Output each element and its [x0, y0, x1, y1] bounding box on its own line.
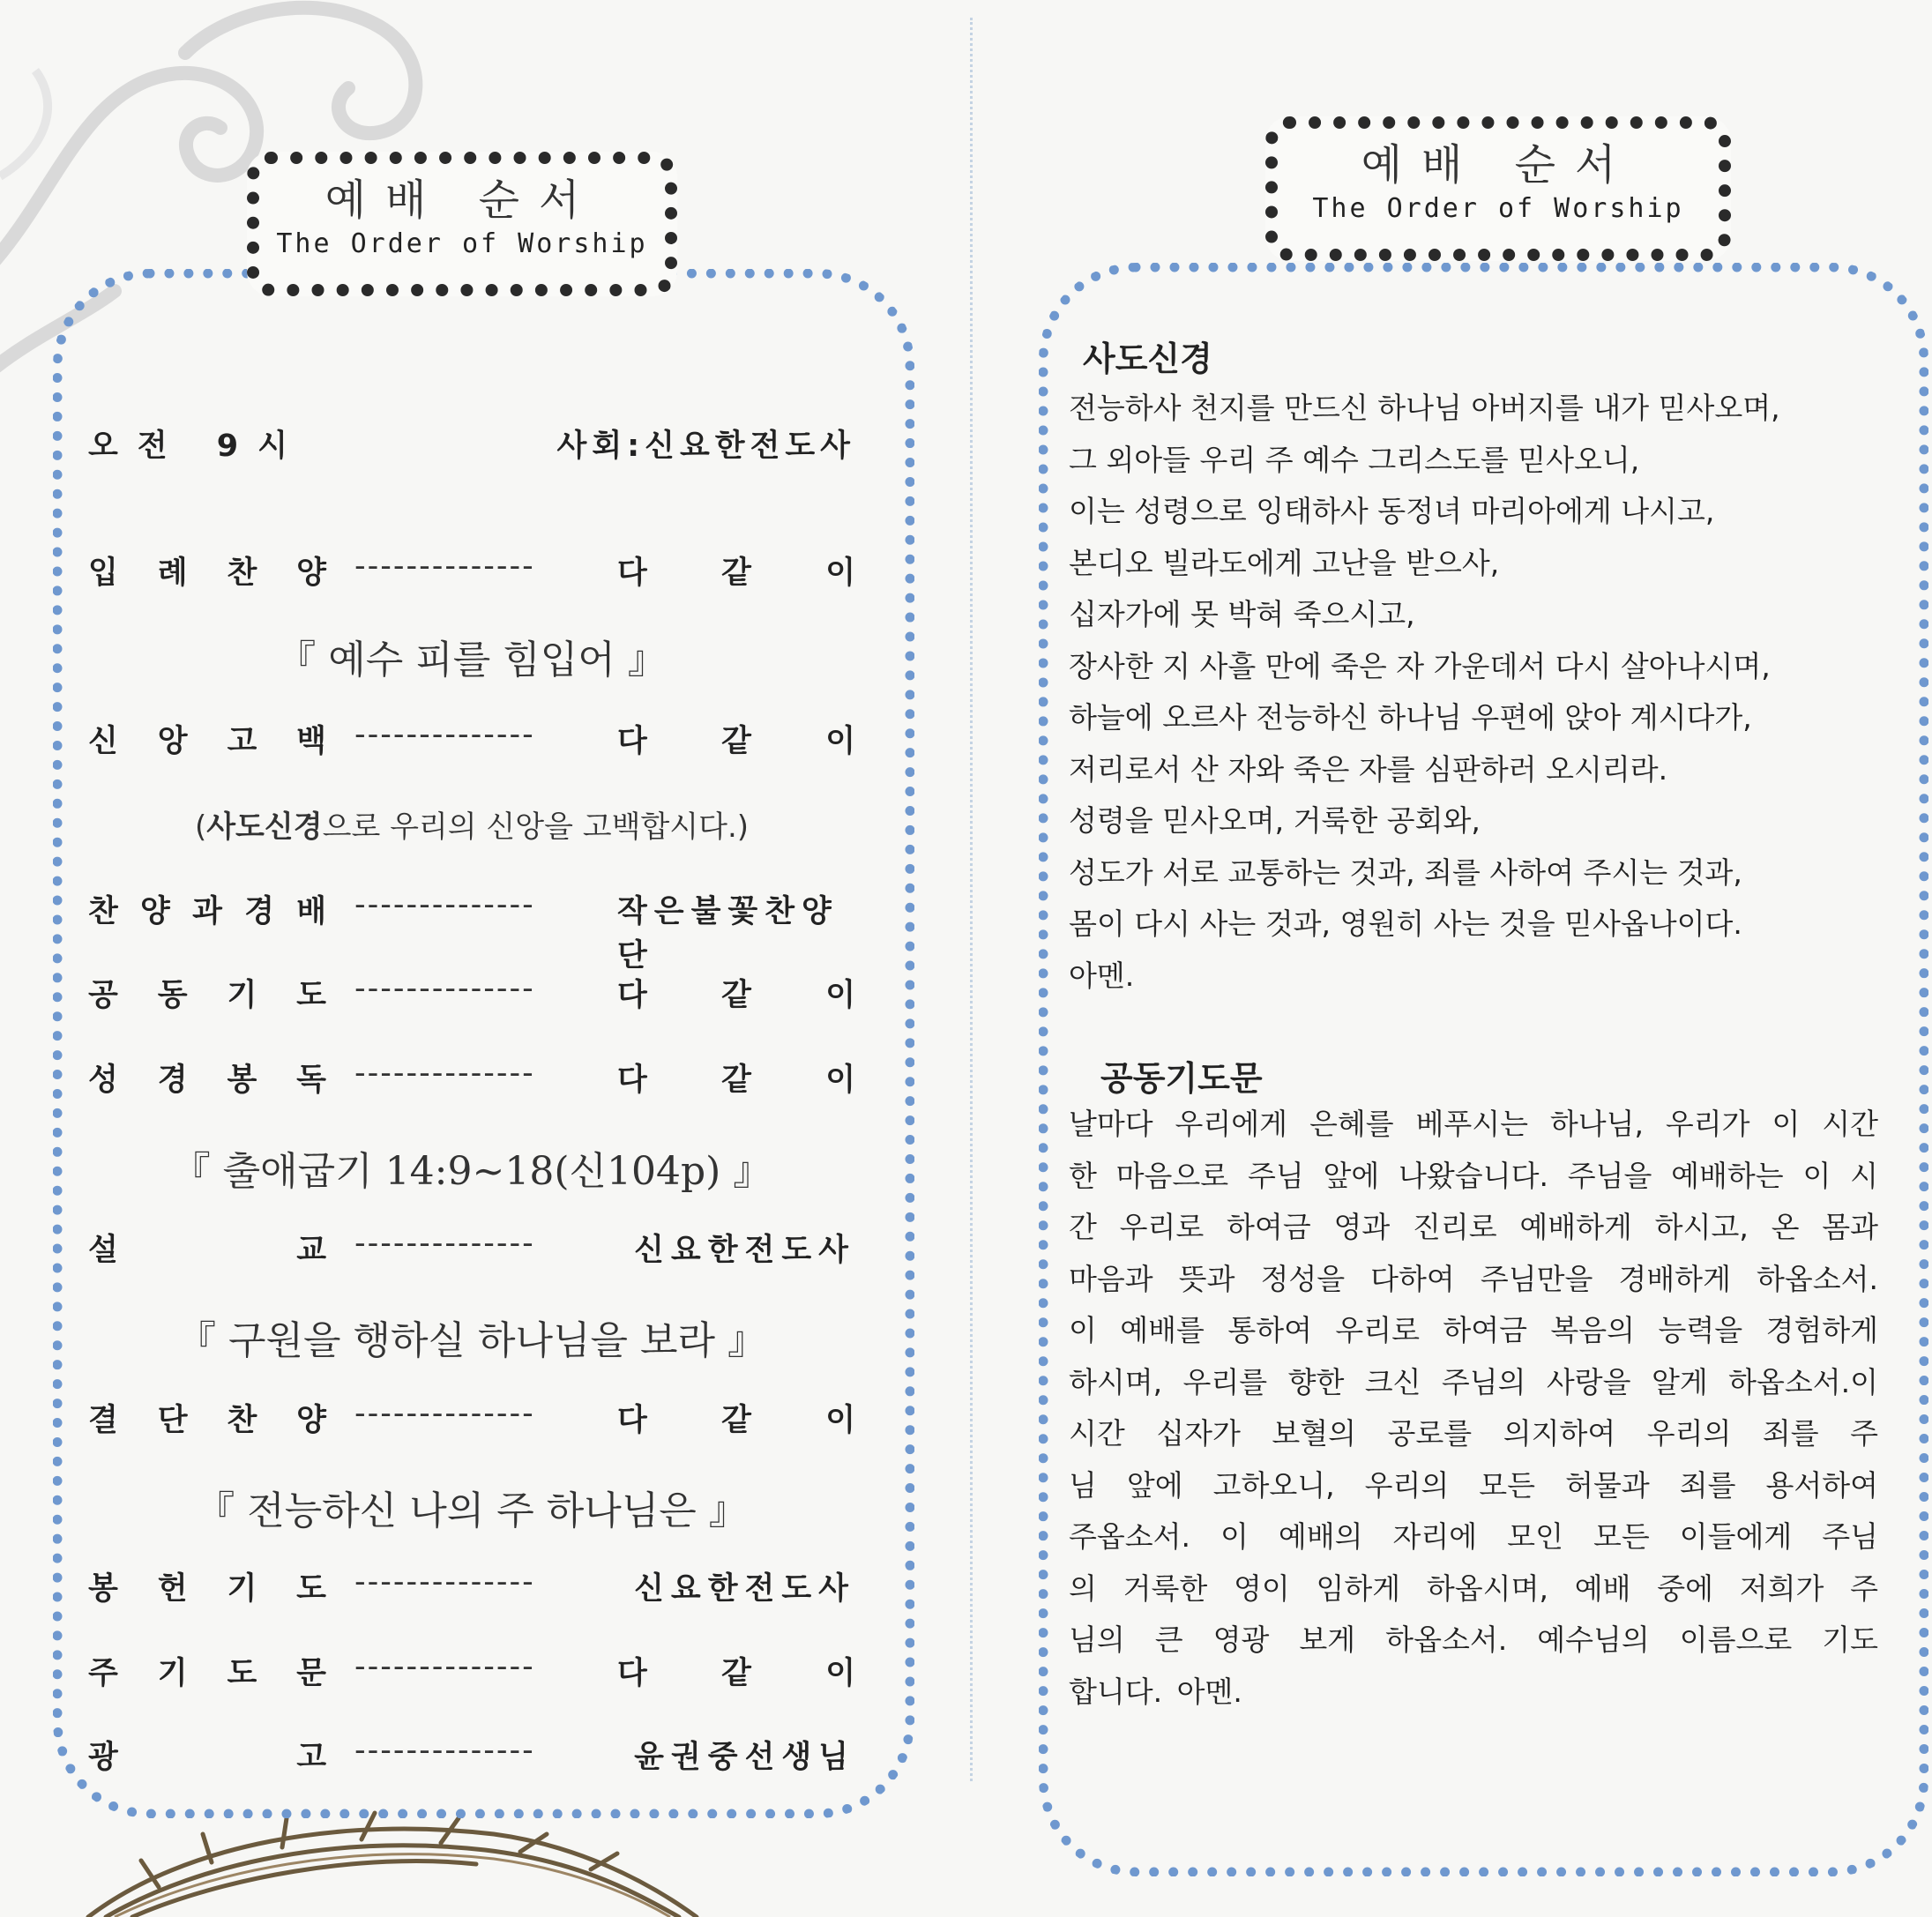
- item-label: 성 경 봉 독: [88, 1063, 326, 1098]
- item-value: 신요한전도사: [634, 1571, 855, 1607]
- creed-note-rest: 으로 우리의 신앙을 고백합시다.): [322, 809, 750, 845]
- text-line: 전능하사 천지를 만드신 하나님 아버지를 내가 믿사오며,: [1069, 391, 1780, 425]
- order-item: [88, 1055, 855, 1100]
- title-english: The Order of Worship: [276, 228, 648, 259]
- right-title-box: [1265, 116, 1731, 261]
- text-line: 본디오 빌라도에게 고난을 받으사,: [1069, 545, 1500, 580]
- item-leader: --------------: [354, 1649, 535, 1684]
- text-line: 님의 큰 영광 보게 하옵소서. 예수님의 이름으로 기도: [1069, 1622, 1878, 1657]
- text-line: 한 마음으로 주님 앞에 나왔습니다. 주님을 예배하는 이 시: [1069, 1158, 1878, 1193]
- item-value: 신요한전도사: [634, 1233, 855, 1268]
- creed-heading: 사도신경: [1083, 339, 1212, 378]
- text-line: 주옵소서. 이 예배의 자리에 모인 모든 이들에게 주님: [1069, 1519, 1878, 1554]
- item-value: 다 같 이: [617, 978, 855, 1013]
- item-leader: --------------: [354, 1396, 535, 1431]
- order-item: [88, 887, 855, 973]
- text-line: 시간 십자가 보혈의 공로를 의지하여 우리의 죄를 주: [1069, 1416, 1878, 1451]
- order-item: [88, 1564, 855, 1608]
- prayer-heading: 공동기도문: [1100, 1059, 1263, 1098]
- common-prayer-text: [1069, 1099, 1878, 1718]
- service-host: 사회:신요한전도사: [556, 429, 855, 464]
- text-line: 간 우리로 하여금 영과 진리로 예배하게 하시고, 온 몸과: [1069, 1210, 1878, 1244]
- item-value: 다 같 이: [617, 1063, 855, 1098]
- order-item: [88, 1396, 855, 1440]
- item-value: 다 같 이: [617, 1403, 855, 1438]
- title-korean: 예배 순서: [324, 175, 600, 225]
- text-line: 십자가에 못 박혀 죽으시고,: [1069, 597, 1415, 631]
- order-item: [88, 1649, 855, 1693]
- item-label: 결 단 찬 양: [88, 1403, 326, 1438]
- order-item: [88, 1733, 855, 1777]
- item-value: 작은불꽃찬양단: [617, 894, 839, 973]
- title-korean: 예배 순서: [1361, 140, 1636, 190]
- text-line: 성도가 서로 교통하는 것과, 죄를 사하여 주시는 것과,: [1069, 854, 1742, 890]
- item-leader: --------------: [354, 971, 535, 1006]
- item-leader: --------------: [354, 1226, 535, 1261]
- order-item: [88, 971, 855, 1015]
- item-label: 광 고: [88, 1740, 326, 1775]
- text-line: 하늘에 오르사 전능하신 하나님 우편에 앉아 계시다가,: [1069, 700, 1752, 735]
- item-label: 찬 양 과 경 배: [88, 894, 326, 929]
- scripture-reference: 『 출애굽기 14:9~18(신104p) 』: [171, 1149, 772, 1194]
- text-line: 하시며, 우리를 향한 크신 주님의 사랑을 알게 하옵소서.이: [1069, 1364, 1878, 1399]
- order-item: [88, 548, 855, 593]
- item-leader: --------------: [354, 1564, 535, 1600]
- item-leader: --------------: [354, 717, 535, 752]
- item-label: 봉 헌 기 도: [88, 1571, 326, 1607]
- left-title-box: [247, 152, 677, 296]
- text-line: 아멘.: [1069, 958, 1135, 993]
- text-line: 이 예배를 통하여 우리로 하여금 복음의 능력을 경험하게: [1069, 1313, 1878, 1347]
- item-value: 다 같 이: [617, 724, 855, 759]
- item-label: 설 교: [88, 1233, 326, 1268]
- item-leader: --------------: [354, 887, 535, 922]
- text-line: 의 거룩한 영이 임하게 하옵시며, 예배 중에 저희가 주: [1069, 1570, 1878, 1606]
- text-line: 장사한 지 사흘 만에 죽은 자 가운데서 다시 살아나시며,: [1069, 648, 1771, 683]
- item-label: 공 동 기 도: [88, 978, 326, 1013]
- text-line: 날마다 우리에게 은혜를 베푸시는 하나님, 우리가 이 시간: [1069, 1107, 1878, 1141]
- item-leader: --------------: [354, 548, 535, 584]
- item-value: 다 같 이: [617, 556, 855, 591]
- item-value: 다 같 이: [617, 1656, 855, 1691]
- hymn-title: 『 전능하신 나의 주 하나님은 』: [196, 1488, 748, 1533]
- item-leader: --------------: [354, 1733, 535, 1768]
- text-line: 그 외아들 우리 주 예수 그리스도를 믿사오니,: [1069, 442, 1640, 477]
- text-line: 저리로서 산 자와 죽은 자를 심판하러 오시리라.: [1069, 751, 1668, 787]
- item-leader: --------------: [354, 1055, 535, 1091]
- text-line: 성령을 믿사오며, 거룩한 공회와,: [1069, 803, 1481, 838]
- order-item: [88, 717, 855, 761]
- apostles-creed-text: [1069, 383, 1880, 1002]
- creed-note-bold: 사도신경: [206, 809, 323, 845]
- service-header: [88, 421, 855, 466]
- title-english: The Order of Worship: [1312, 193, 1684, 224]
- text-line: 마음과 뜻과 정성을 다하여 주님만을 경배하게 하옵소서.: [1069, 1261, 1878, 1296]
- text-line: 이는 성령으로 잉태하사 동정녀 마리아에게 나시고,: [1069, 494, 1715, 528]
- item-label: 입 례 찬 양: [88, 556, 326, 591]
- service-time: 오전 9시: [88, 429, 307, 464]
- order-item: [88, 1226, 855, 1270]
- text-line: 몸이 다시 사는 것과, 영원히 사는 것을 믿사옵나이다.: [1069, 906, 1742, 941]
- sermon-title: 『 구원을 행하실 하나님을 보라 』: [177, 1318, 766, 1363]
- item-label: 신 앙 고 백: [88, 724, 326, 759]
- creed-note: (사도신경으로 우리의 신앙을 고백합시다.): [194, 809, 750, 845]
- item-value: 윤권중선생님: [634, 1740, 855, 1775]
- hymn-title: 『 예수 피를 힘입어 』: [277, 638, 667, 683]
- text-line: 님 앞에 고하오니, 우리의 모든 허물과 죄를 용서하여: [1069, 1467, 1878, 1503]
- item-label: 주 기 도 문: [88, 1656, 326, 1691]
- text-line: 합니다. 아멘.: [1069, 1674, 1242, 1709]
